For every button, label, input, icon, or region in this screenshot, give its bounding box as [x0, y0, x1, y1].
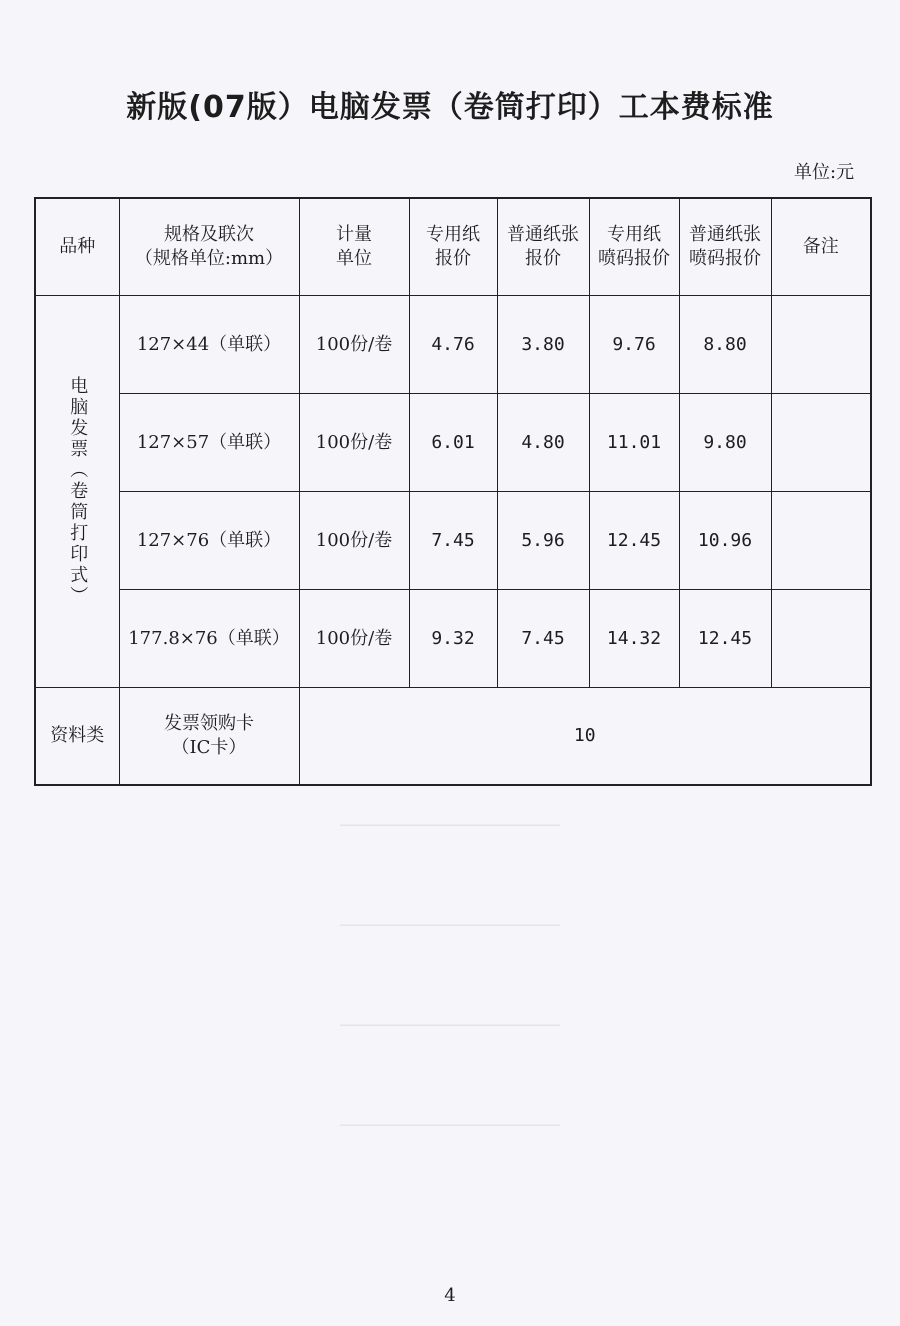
material-category-cell: 资料类 [35, 688, 119, 786]
price-cell: 11.01 [589, 394, 679, 492]
header-special-paper-line1: 专用纸 [426, 224, 480, 245]
header-special-paper [409, 198, 497, 296]
bleed-through-line: ―――――――――― [340, 1012, 560, 1037]
bleed-through-line: ―――――――――― [340, 1112, 560, 1137]
price-cell: 14.32 [589, 590, 679, 688]
material-price-cell: 10 [299, 688, 871, 786]
price-cell: 4.80 [497, 394, 589, 492]
price-cell: 7.45 [497, 590, 589, 688]
bleed-through-line: ―――――――――― [340, 812, 560, 837]
price-cell: 9.76 [589, 296, 679, 394]
price-cell: 4.76 [409, 296, 497, 394]
spec-cell: 127×44（单联） [119, 296, 299, 394]
price-cell: 12.45 [679, 590, 771, 688]
header-plain-inkjet-line1: 普通纸张 [689, 224, 761, 245]
price-cell: 10.96 [679, 492, 771, 590]
unit-label: 单位:元 [794, 162, 855, 183]
note-cell [771, 590, 871, 688]
page-title: 新版(07版）电脑发票（卷筒打印）工本费标准 [126, 90, 774, 125]
note-cell [771, 394, 871, 492]
unit-cell: 100份/卷 [299, 296, 409, 394]
table-row [35, 296, 871, 394]
header-plain-paper-line2: 报价 [525, 248, 561, 269]
page-number: 4 [444, 1285, 456, 1306]
header-special-inkjet-line2: 喷码报价 [598, 248, 670, 269]
category-cell: 电脑发票（卷筒打印式） [35, 296, 119, 688]
unit-cell: 100份/卷 [299, 590, 409, 688]
table-row [35, 394, 871, 492]
header-measure-line1: 计量 [336, 224, 372, 245]
header-special-paper-line2: 报价 [435, 248, 471, 269]
price-cell: 9.80 [679, 394, 771, 492]
header-spec [119, 198, 299, 296]
header-row [35, 198, 871, 296]
price-cell: 6.01 [409, 394, 497, 492]
header-variety: 品种 [35, 198, 119, 296]
header-plain-paper-line1: 普通纸张 [507, 224, 579, 245]
material-item-line2: （IC卡） [171, 737, 247, 758]
header-measure-unit [299, 198, 409, 296]
material-row [35, 688, 871, 786]
material-item-line1: 发票领购卡 [164, 713, 254, 734]
price-cell: 5.96 [497, 492, 589, 590]
price-cell: 3.80 [497, 296, 589, 394]
price-cell: 8.80 [679, 296, 771, 394]
price-cell: 12.45 [589, 492, 679, 590]
unit-cell: 100份/卷 [299, 492, 409, 590]
header-plain-paper [497, 198, 589, 296]
note-cell [771, 492, 871, 590]
table-row [35, 492, 871, 590]
header-special-inkjet [589, 198, 679, 296]
spec-cell: 177.8×76（单联） [119, 590, 299, 688]
spec-cell: 127×57（单联） [119, 394, 299, 492]
table-row [35, 590, 871, 688]
header-measure-line2: 单位 [336, 248, 372, 269]
header-plain-inkjet [679, 198, 771, 296]
note-cell [771, 296, 871, 394]
material-item-cell [119, 688, 299, 786]
price-cell: 7.45 [409, 492, 497, 590]
unit-cell: 100份/卷 [299, 394, 409, 492]
header-remarks: 备注 [771, 198, 871, 296]
header-spec-line1: 规格及联次 [164, 224, 254, 245]
bleed-through-line: ―――――――――― [340, 912, 560, 937]
header-plain-inkjet-line2: 喷码报价 [689, 248, 761, 269]
header-special-inkjet-line1: 专用纸 [607, 224, 661, 245]
header-spec-line2: （规格单位:mm） [134, 248, 284, 269]
price-table [34, 197, 872, 786]
spec-cell: 127×76（单联） [119, 492, 299, 590]
price-cell: 9.32 [409, 590, 497, 688]
